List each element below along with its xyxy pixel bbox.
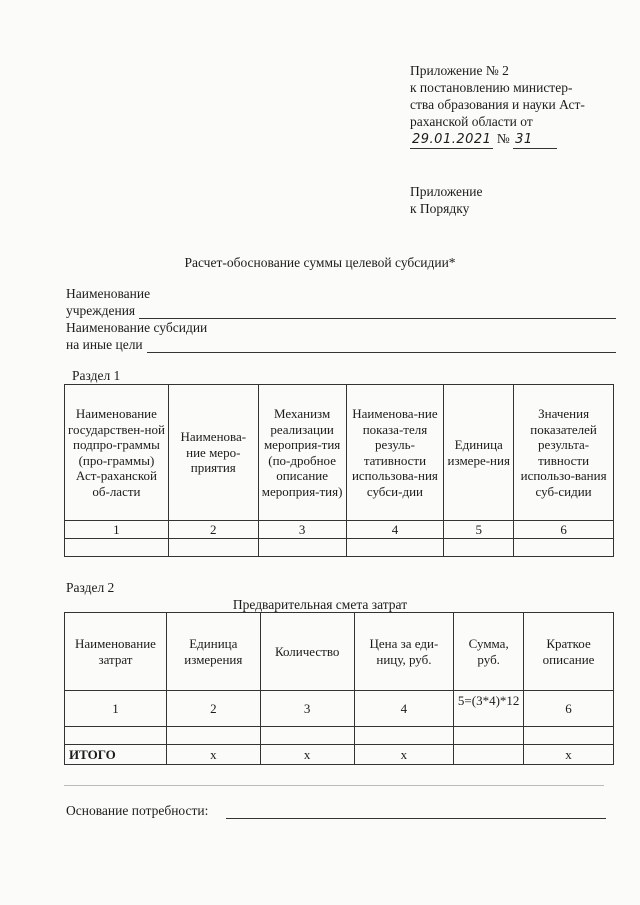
- table-cell[interactable]: [346, 539, 444, 557]
- column-number: 2: [166, 691, 260, 727]
- appendix-date-line: [410, 130, 610, 149]
- appendix-line: к постановлению министер-: [410, 80, 573, 95]
- table-cell[interactable]: [65, 727, 167, 745]
- table-cell[interactable]: [514, 539, 614, 557]
- subsidy-label: Наименование субсидии: [66, 320, 208, 335]
- column-header: Значения показателей результа-тивности использо-вания суб-сидии: [514, 385, 614, 521]
- table-number-row: [65, 521, 614, 539]
- column-header: Краткое описание: [524, 613, 614, 691]
- total-cell: x: [166, 745, 260, 765]
- table-cell[interactable]: [444, 539, 514, 557]
- subsidy-field[interactable]: [66, 336, 616, 353]
- table-row: [65, 727, 614, 745]
- column-number: 5: [444, 521, 514, 539]
- table-header-row: [65, 613, 614, 691]
- total-cell: x: [524, 745, 614, 765]
- column-header: Механизм реализации мероприя-тия (по-дробное описание мероприя-тия): [258, 385, 346, 521]
- divider: [64, 785, 604, 786]
- appendix-order-block: [410, 183, 482, 217]
- column-header: Сумма, руб.: [454, 613, 524, 691]
- institution-fill-line[interactable]: [139, 306, 616, 319]
- institution-label: Наименование: [66, 286, 151, 301]
- section2-table: [64, 612, 614, 765]
- column-header: Наименова-ние меро-приятия: [168, 385, 258, 521]
- total-cell: x: [260, 745, 354, 765]
- handwritten-date: 29.01.2021: [412, 132, 492, 147]
- column-number: 6: [524, 691, 614, 727]
- column-header: Единица измерения: [166, 613, 260, 691]
- appendix-order-line: к Порядку: [410, 201, 470, 216]
- column-number: 1: [65, 691, 167, 727]
- column-header: Наименование государствен-ной подпро-граммы (про-граммы) Аст-раханской об-ласти: [65, 385, 169, 521]
- basis-fill-line[interactable]: [226, 808, 606, 819]
- table-row: [65, 539, 614, 557]
- subsidy-fill-line[interactable]: [147, 340, 616, 353]
- fields-block: [66, 285, 616, 353]
- number-label: №: [496, 131, 510, 146]
- column-number: 6: [514, 521, 614, 539]
- section2-subtitle: Предварительная смета затрат: [232, 597, 408, 612]
- total-row: [65, 745, 614, 765]
- section1-label: Раздел 1: [72, 368, 121, 383]
- column-header: Наименование затрат: [65, 613, 167, 691]
- total-label: ИТОГО: [65, 745, 167, 765]
- column-number: 4: [354, 691, 454, 727]
- table-number-row: [65, 691, 614, 727]
- basis-label: Основание потребности:: [66, 803, 209, 818]
- table-cell[interactable]: [168, 539, 258, 557]
- table-cell[interactable]: [166, 727, 260, 745]
- column-header: Количество: [260, 613, 354, 691]
- column-header: Единица измере-ния: [444, 385, 514, 521]
- column-number: 3: [260, 691, 354, 727]
- section1-table: [64, 384, 614, 557]
- table-cell[interactable]: [260, 727, 354, 745]
- appendix-line: раханской области от: [410, 114, 533, 129]
- table-cell[interactable]: [65, 539, 169, 557]
- appendix-line: ства образования и науки Аст-: [410, 97, 585, 112]
- total-cell[interactable]: [454, 745, 524, 765]
- page-title: Расчет-обоснование суммы целевой субсидии*: [184, 255, 456, 270]
- table-cell[interactable]: [258, 539, 346, 557]
- institution-field[interactable]: [66, 302, 616, 319]
- total-cell: x: [354, 745, 454, 765]
- column-number: 1: [65, 521, 169, 539]
- table-header-row: [65, 385, 614, 521]
- column-header: Цена за еди-ницу, руб.: [354, 613, 454, 691]
- column-number: 4: [346, 521, 444, 539]
- column-number: 2: [168, 521, 258, 539]
- column-number: 3: [258, 521, 346, 539]
- table-cell[interactable]: [354, 727, 454, 745]
- section2-label: Раздел 2: [66, 580, 115, 595]
- column-number: 5=(3*4)*12: [454, 691, 524, 727]
- table-cell[interactable]: [524, 727, 614, 745]
- subsidy-label-2: на иные цели: [66, 337, 143, 352]
- appendix-block: [410, 62, 610, 149]
- institution-label-2: учреждения: [66, 303, 136, 318]
- table-cell[interactable]: [454, 727, 524, 745]
- appendix-line: Приложение № 2: [410, 63, 509, 78]
- appendix-order-line: Приложение: [410, 184, 483, 199]
- column-header: Наименова-ние показа-теля резуль-тативности использова-ния субси-дии: [346, 385, 444, 521]
- handwritten-number: 31: [513, 131, 557, 149]
- basis-field[interactable]: [66, 803, 606, 819]
